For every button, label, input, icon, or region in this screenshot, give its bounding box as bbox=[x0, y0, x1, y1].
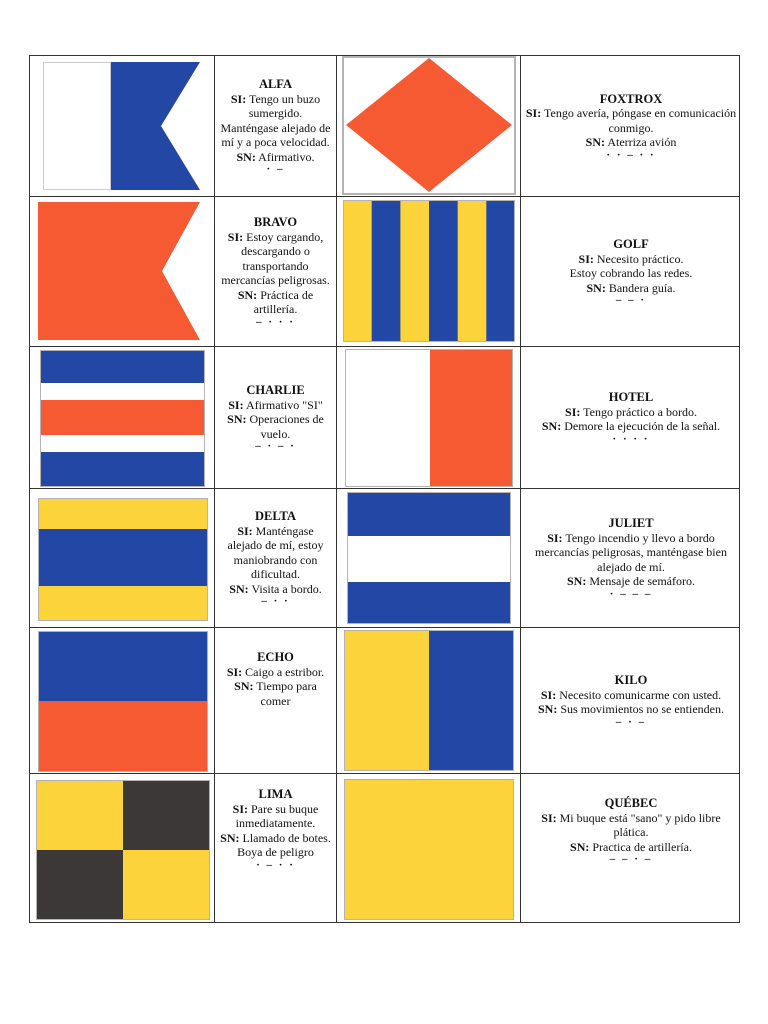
flag-charlie-image bbox=[40, 350, 205, 487]
text-bravo bbox=[215, 197, 336, 346]
sn-meaning: SN: Sus movimientos no se entienden. bbox=[538, 702, 724, 717]
flag-name: GOLF bbox=[613, 237, 649, 251]
text-juliet bbox=[521, 489, 741, 627]
morse-code: – · · · bbox=[256, 315, 295, 328]
morse-code: · – – – bbox=[609, 587, 653, 600]
flag-quebec-image bbox=[344, 779, 514, 920]
flag-foxtrox bbox=[337, 56, 520, 196]
text-quebec bbox=[521, 774, 741, 924]
text-hotel bbox=[521, 347, 741, 488]
flag-name: DELTA bbox=[255, 509, 296, 523]
morse-code: · · · · bbox=[612, 432, 650, 445]
sn-meaning: SN: Afirmativo. bbox=[236, 149, 315, 164]
morse-code: – – · bbox=[615, 294, 647, 306]
text-delta bbox=[215, 489, 336, 627]
morse-code: – · · bbox=[261, 595, 290, 607]
flag-delta-image bbox=[38, 498, 208, 621]
sn-meaning: SN: Aterriza avión bbox=[585, 135, 677, 149]
flag-golf bbox=[337, 197, 520, 346]
flag-kilo-image bbox=[344, 630, 514, 771]
text-golf bbox=[521, 197, 741, 346]
sn-meaning: SN: Visita a bordo. bbox=[229, 581, 322, 596]
flag-name: ECHO bbox=[257, 650, 294, 664]
text-foxtrox bbox=[521, 56, 741, 196]
flag-name: HOTEL bbox=[608, 390, 654, 405]
si-meaning: SI: Pare su buque inmediatamente. bbox=[232, 801, 319, 830]
flag-name: CHARLIE bbox=[246, 383, 305, 397]
sn-meaning: SN: Mensaje de semáforo. bbox=[567, 574, 695, 589]
si-meaning: SI: Necesito práctico. bbox=[578, 251, 684, 266]
flag-name: FOXTROX bbox=[599, 91, 663, 106]
flag-name: BRAVO bbox=[253, 215, 298, 230]
si-meaning: SI: Necesito comunicarme con usted. bbox=[540, 687, 722, 702]
morse-code: – – · – bbox=[609, 853, 653, 865]
flag-golf-image bbox=[343, 200, 515, 342]
sn-meaning: SN: Practica de artillería. bbox=[570, 839, 692, 854]
sn-meaning: SN: Operaciones de vuelo. bbox=[227, 412, 324, 441]
morse-code: · – bbox=[266, 163, 285, 175]
sn-meaning: SN: Llamado de botes. Boya de peligro bbox=[220, 830, 331, 859]
flag-foxtrox-image bbox=[342, 56, 516, 195]
flag-alfa bbox=[30, 56, 214, 196]
flag-bravo bbox=[30, 197, 214, 346]
si-meaning: SI: Tengo incendio y llevo a bordo mercancías peligrosas, manténgase bien alejado de mí. bbox=[535, 530, 727, 574]
flag-hotel bbox=[337, 347, 520, 488]
flag-delta bbox=[30, 489, 214, 627]
si-meaning: SI: Caigo a estribor. bbox=[226, 664, 325, 679]
flag-name: QUÉBEC bbox=[604, 796, 658, 810]
flag-lima-image bbox=[36, 780, 210, 920]
flag-name: JULIET bbox=[608, 516, 654, 531]
morse-code: · – · · bbox=[256, 858, 295, 871]
si-meaning: SI: Afirmativo "SI" bbox=[228, 397, 323, 412]
flag-kilo bbox=[337, 628, 520, 773]
sn-meaning: SN: Bandera guía. bbox=[586, 280, 676, 295]
flag-juliet-image bbox=[347, 492, 511, 624]
signal-flags-table bbox=[29, 55, 740, 923]
si-meaning: SI: Manténgase alejado de mí, estoy maniobrando con dificultad. bbox=[227, 523, 324, 581]
si-meaning: SI: Tengo un buzo sumergido. Manténgase alejado de mí y a poca velocidad. bbox=[220, 91, 331, 149]
sn-meaning: SN: Demore la ejecución de la señal. bbox=[541, 419, 721, 434]
flag-name: KILO bbox=[614, 673, 648, 688]
flag-quebec bbox=[337, 774, 520, 924]
flag-bravo-image bbox=[38, 202, 200, 340]
flag-charlie bbox=[30, 347, 214, 488]
text-kilo bbox=[521, 628, 741, 773]
sn-meaning: SN: Tiempo para comer bbox=[234, 679, 317, 708]
text-echo bbox=[215, 628, 336, 773]
si-meaning: SI: Tengo avería, póngase en comunicación conmigo. bbox=[525, 106, 737, 135]
text-alfa bbox=[215, 56, 336, 196]
flag-name: ALFA bbox=[258, 77, 293, 91]
flag-hotel-image bbox=[345, 349, 513, 487]
morse-code: – · – · bbox=[255, 440, 296, 452]
morse-code: · · – · · bbox=[606, 148, 656, 161]
text-lima bbox=[215, 774, 336, 924]
flag-alfa-image bbox=[43, 62, 200, 190]
text-charlie bbox=[215, 347, 336, 488]
si-meaning: SI: Tengo práctico a bordo. bbox=[565, 404, 697, 419]
morse-code: – · – bbox=[615, 715, 647, 728]
sn-meaning: SN: Práctica de artillería. bbox=[237, 287, 314, 317]
flag-juliet bbox=[337, 489, 520, 627]
flag-echo-image bbox=[38, 631, 208, 772]
si-meaning: SI: Mi buque está "sano" y pido libre plática. bbox=[541, 810, 721, 839]
si-meaning: SI: Estoy cargando, descargando o transportando mercancías peligrosas. bbox=[221, 229, 330, 288]
flag-name: LIMA bbox=[258, 787, 293, 801]
flag-echo bbox=[30, 628, 214, 773]
extra-meaning: Estoy cobrando las redes. bbox=[569, 266, 693, 280]
flag-lima bbox=[30, 774, 214, 924]
